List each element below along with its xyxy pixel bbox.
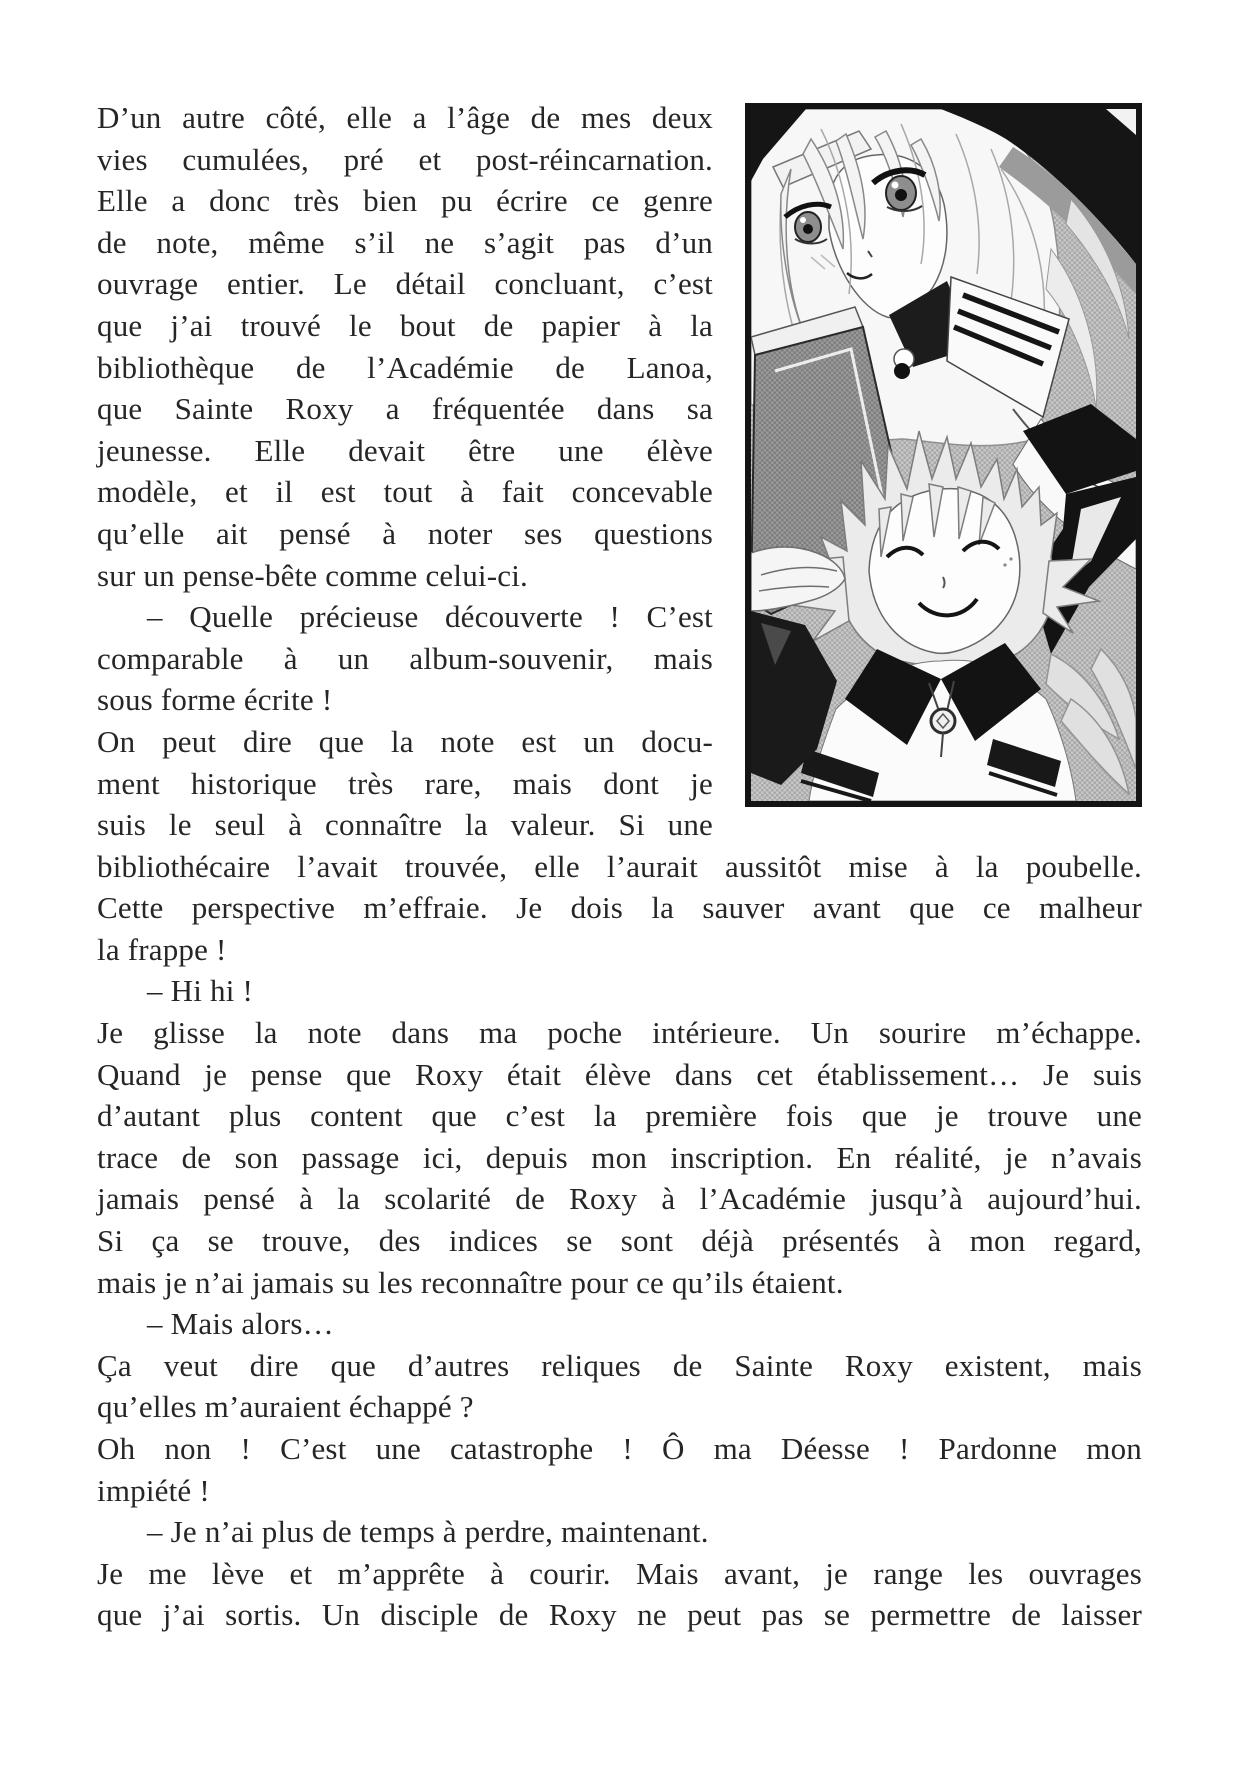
text-line: suis le seul à connaître la valeur. Si une — [97, 807, 713, 843]
text-line: trace de son passage ici, depuis mon inscription. En réalité, je n’avais — [97, 1139, 1142, 1175]
text-line: Je me lève et m’apprête à courir. Mais avant, je range les ouvrages — [97, 1555, 1142, 1591]
text-line: que j’ai trouvé le bout de papier à la — [97, 307, 713, 343]
text-line: Je glisse la note dans ma poche intérieure. Un sourire m’échappe. — [97, 1015, 1142, 1051]
text-line: – Mais alors… — [147, 1306, 334, 1342]
text-line: impiété ! — [97, 1472, 210, 1508]
text-line: jamais pensé à la scolarité de Roxy à l’Académie jusqu’à aujourd’hui. — [97, 1181, 1142, 1217]
text-line: Oh non ! C’est une catastrophe ! Ô ma Déesse ! Pardonne mon — [97, 1431, 1142, 1466]
text-line: la frappe ! — [97, 931, 227, 967]
text-line: bibliothécaire l’avait trouvée, elle l’aurait aussitôt mise à la poubelle. — [97, 848, 1142, 884]
text-line: que Sainte Roxy a fréquentée dans sa — [97, 391, 713, 427]
text-line: modèle, et il est tout à fait concevable — [97, 474, 713, 510]
text-line: Elle a donc très bien pu écrire ce genre — [97, 183, 713, 219]
text-line: Si ça se trouve, des indices se sont déjà présentés à mon regard, — [97, 1223, 1142, 1259]
text-line: sous forme écrite ! — [97, 682, 333, 718]
text-line: vies cumulées, pré et post-réincarnation. — [97, 141, 713, 177]
text-line: de note, même s’il ne s’agit pas d’un — [97, 224, 713, 260]
text-line: qu’elles m’auraient échappé ? — [97, 1389, 474, 1425]
text-line: mais je n’ai jamais su les reconnaître pour ce qu’ils étaient. — [97, 1264, 844, 1300]
manga-panel-svg — [751, 109, 1136, 801]
text-line: sur un pense-bête comme celui-ci. — [97, 557, 528, 593]
text-line: comparable à un album-souvenir, mais — [97, 640, 713, 676]
text-line: jeunesse. Elle devait être une élève — [97, 432, 713, 468]
freckle — [1003, 563, 1006, 566]
text-line: On peut dire que la note est un docu- — [97, 723, 713, 759]
text-line: Cette perspective m’effraie. Je dois la sauver avant que ce malheur — [97, 890, 1142, 926]
text-line: ouvrage entier. Le détail concluant, c’est — [97, 266, 713, 302]
text-line: – Quelle précieuse découverte ! C’est — [147, 599, 713, 635]
text-line: d’autant plus content que c’est la première fois que je trouve une — [97, 1098, 1142, 1134]
text-line: ment historique très rare, mais dont je — [97, 765, 713, 801]
text-line: Quand je pense que Roxy était élève dans cet établissement… Je suis — [97, 1056, 1142, 1092]
manga-illustration — [745, 103, 1142, 807]
text-line: – Je n’ai plus de temps à perdre, maintenant. — [147, 1514, 709, 1550]
text-line: qu’elle ait pensé à noter ses questions — [97, 515, 713, 551]
text-line: – Hi hi ! — [147, 973, 253, 1009]
text-line: bibliothèque de l’Académie de Lanoa, — [97, 349, 713, 385]
text-line: que j’ai sortis. Un disciple de Roxy ne peut pas se permettre de laisser — [97, 1597, 1142, 1633]
text-line: Ça veut dire que d’autres reliques de Sainte Roxy existent, mais — [97, 1347, 1142, 1383]
text-line: D’un autre côté, elle a l’âge de mes deux — [97, 100, 713, 135]
freckle — [1009, 557, 1012, 560]
